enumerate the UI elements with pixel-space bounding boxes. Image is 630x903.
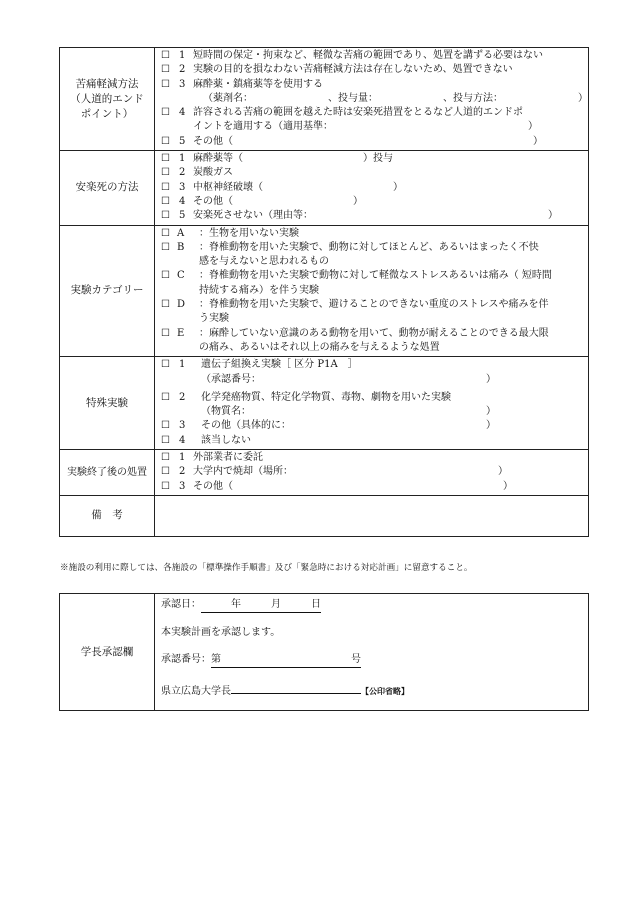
special-experiment-label: 特殊実験 [60, 357, 155, 450]
checkbox[interactable]: ☐ [161, 64, 170, 76]
approval-date-line [155, 598, 588, 613]
number-prefix: 第 [211, 654, 221, 665]
checkbox[interactable]: ☐ [161, 153, 170, 165]
option-text: 炭酸ガス [193, 167, 233, 179]
option-text: その他（ ） [193, 195, 363, 207]
category-option-e [161, 327, 584, 341]
special-option-2 [161, 391, 584, 405]
option-number: 1 [179, 359, 186, 371]
remarks-label: 備 考 [60, 495, 155, 536]
option-text: 麻酔薬・鎮痛薬等を使用する [193, 78, 323, 90]
special-option-4 [161, 434, 584, 448]
category-option-d [161, 298, 584, 312]
option-text: 遺伝子組換え実験［ 区分 P1A ］ [201, 359, 358, 371]
pain-relief-label [60, 48, 155, 151]
option-number: 3 [179, 181, 186, 193]
category-option-a [161, 227, 584, 241]
approval-content [155, 594, 589, 711]
pain-option-1 [161, 49, 584, 63]
option-number: 1 [179, 50, 186, 61]
special-option-3 [161, 419, 584, 433]
checkbox[interactable]: ☐ [161, 135, 170, 147]
option-text: 化学発癌物質、特定化学物質、毒物、劇物を用いた実験 [201, 391, 451, 403]
option-number: 4 [179, 195, 186, 207]
signer-line [155, 681, 588, 699]
pain-option-4 [161, 106, 584, 120]
post-experiment-options [155, 450, 589, 496]
euthanasia-option-1 [161, 152, 584, 166]
approval-statement: 本実験計画を承認します。 [161, 627, 281, 638]
option-number: 2 [179, 466, 186, 478]
special-option-1 [161, 358, 584, 372]
checkbox[interactable]: ☐ [161, 210, 170, 222]
option-text: 許容される苦痛の範囲を越えた時は安楽死措置をとるなど人道的エンドポ [193, 107, 523, 119]
option-text: 安楽死させない（理由等： ） [193, 210, 558, 222]
category-options [155, 225, 589, 357]
endpoint-details-line: イントを適用する（適用基準： ） [193, 121, 538, 133]
checkbox[interactable]: ☐ [161, 359, 170, 371]
category-label: 実験カテゴリー [60, 225, 155, 357]
post-experiment-row [60, 450, 589, 496]
option-text-continued: 持続する痛み）を伴う実験 [199, 284, 319, 296]
option-text-continued: 感を与えないと思われるもの [199, 256, 329, 268]
option-number: 1 [179, 452, 186, 464]
checkbox[interactable]: ☐ [161, 241, 170, 253]
pain-relief-row [60, 48, 589, 151]
disposal-option-3 [161, 480, 584, 494]
euthanasia-label: 安楽死の方法 [60, 151, 155, 225]
option-number: 5 [179, 210, 186, 222]
option-letter: C [177, 270, 185, 282]
approval-number-line: （承認番号： ） [201, 373, 496, 385]
remarks-row [60, 495, 589, 536]
checkbox[interactable]: ☐ [161, 50, 170, 61]
pain-option-5 [161, 135, 584, 149]
option-text: 該当しない [201, 434, 251, 446]
protocol-table [59, 47, 589, 537]
checkbox[interactable]: ☐ [161, 299, 170, 311]
pain-option-2 [161, 63, 584, 77]
approval-date-field[interactable]: 年 月 日 [201, 598, 321, 613]
euthanasia-option-2 [161, 166, 584, 180]
option-text: ：脊椎動物を用いた実験で、避けることのできない重度のストレスや痛みを伴 [199, 299, 549, 311]
pain-label-line: ポイント） [80, 107, 134, 120]
substance-name-line: （物質名： ） [201, 406, 496, 418]
approval-number-field[interactable] [211, 653, 361, 668]
facility-usage-note: ※施設の利用に際しては、各施設の「標準操作手順書」及び「緊急時における対応計画」に留意すること。 [60, 563, 473, 573]
special-experiment-row [60, 357, 589, 450]
option-number: 3 [179, 420, 186, 432]
option-text: ：脊椎動物を用いた実験で動物に対して軽微なストレスあるいは痛み（ 短時間 [199, 270, 552, 282]
option-letter: D [177, 299, 186, 311]
option-text: その他（ ） [193, 135, 543, 147]
approval-number-label: 承認番号： [161, 654, 211, 665]
approval-label: 学長承認欄 [60, 594, 155, 711]
checkbox[interactable]: ☐ [161, 452, 170, 464]
option-text: ：麻酔していない意識のある動物を用いて、動物が耐えることのできる最大限 [199, 327, 549, 339]
post-experiment-label: 実験終了後の処置 [60, 450, 155, 496]
checkbox[interactable]: ☐ [161, 420, 170, 432]
checkbox[interactable]: ☐ [161, 327, 170, 339]
option-text-continued: の痛み、あるいはそれ以上の痛みを与えるような処置 [199, 341, 440, 353]
pain-label-line: （人道的エンド [70, 92, 144, 105]
number-suffix: 号 [351, 654, 361, 665]
option-text: ：生物を用いない実験 [199, 227, 299, 239]
option-number: 3 [179, 78, 186, 90]
euthanasia-row [60, 151, 589, 225]
option-letter: B [177, 241, 185, 253]
checkbox[interactable]: ☐ [161, 270, 170, 282]
option-text-continued: う実験 [199, 313, 229, 325]
euthanasia-option-5 [161, 209, 584, 223]
option-number: 4 [179, 434, 186, 446]
option-text: その他（具体的に： ） [201, 420, 496, 432]
category-option-b [161, 241, 584, 255]
approval-row [60, 594, 589, 711]
option-number: 2 [179, 167, 186, 179]
option-text: ：脊椎動物を用いた実験で、動物に対してほとんど、あるいはまったく不快 [199, 241, 539, 253]
approval-table [59, 593, 589, 711]
pain-option-3 [161, 78, 584, 92]
option-number: 2 [179, 391, 186, 403]
special-experiment-options [155, 357, 589, 450]
checkbox[interactable]: ☐ [161, 167, 170, 179]
checkbox[interactable]: ☐ [161, 107, 170, 119]
disposal-option-2 [161, 465, 584, 479]
option-text: 外部業者に委託 [193, 452, 263, 464]
approval-date-label: 承認日： [161, 599, 201, 610]
checkbox[interactable]: ☐ [161, 391, 170, 403]
euthanasia-options [155, 151, 589, 225]
option-text: 麻酔薬等（ ）投与 [193, 153, 393, 165]
option-text: 短時間の保定・拘束など、軽微な苦痛の範囲であり、処置を講ずる必要はない [193, 50, 543, 61]
option-text: その他（ ） [193, 480, 513, 492]
checkbox[interactable]: ☐ [161, 480, 170, 492]
checkbox[interactable]: ☐ [161, 434, 170, 446]
option-text: 中枢神経破壊（ ） [193, 181, 403, 193]
remarks-field[interactable] [155, 495, 589, 536]
option-text: 大学内で焼却（場所： ） [193, 466, 508, 478]
category-option-c [161, 269, 584, 283]
option-number: 1 [179, 153, 186, 165]
checkbox[interactable]: ☐ [161, 78, 170, 90]
option-text: 実験の目的を損なわない苦痛軽減方法は存在しないため、処置できない [193, 64, 513, 76]
pain-relief-options [155, 48, 589, 151]
approval-number-line [155, 653, 588, 668]
option-letter: A [177, 227, 185, 239]
category-row [60, 225, 589, 357]
checkbox[interactable]: ☐ [161, 195, 170, 207]
signature-field[interactable] [231, 681, 361, 694]
euthanasia-option-3 [161, 181, 584, 195]
seal-omitted-note: 【公印省略】 [361, 686, 409, 696]
pain-label-line: 苦痛軽減方法 [75, 77, 139, 90]
option-number: 4 [179, 107, 186, 119]
disposal-option-1 [161, 451, 584, 465]
drug-details-line: （薬剤名： 、投与量： 、投与方法： ） [203, 92, 588, 104]
signer-title: 県立広島大学長 [161, 686, 231, 697]
checkbox[interactable]: ☐ [161, 227, 170, 239]
option-letter: E [177, 327, 185, 339]
option-number: 2 [179, 64, 186, 76]
checkbox[interactable]: ☐ [161, 466, 170, 478]
checkbox[interactable]: ☐ [161, 181, 170, 193]
option-number: 3 [179, 480, 186, 492]
option-number: 5 [179, 135, 186, 147]
euthanasia-option-4 [161, 195, 584, 209]
